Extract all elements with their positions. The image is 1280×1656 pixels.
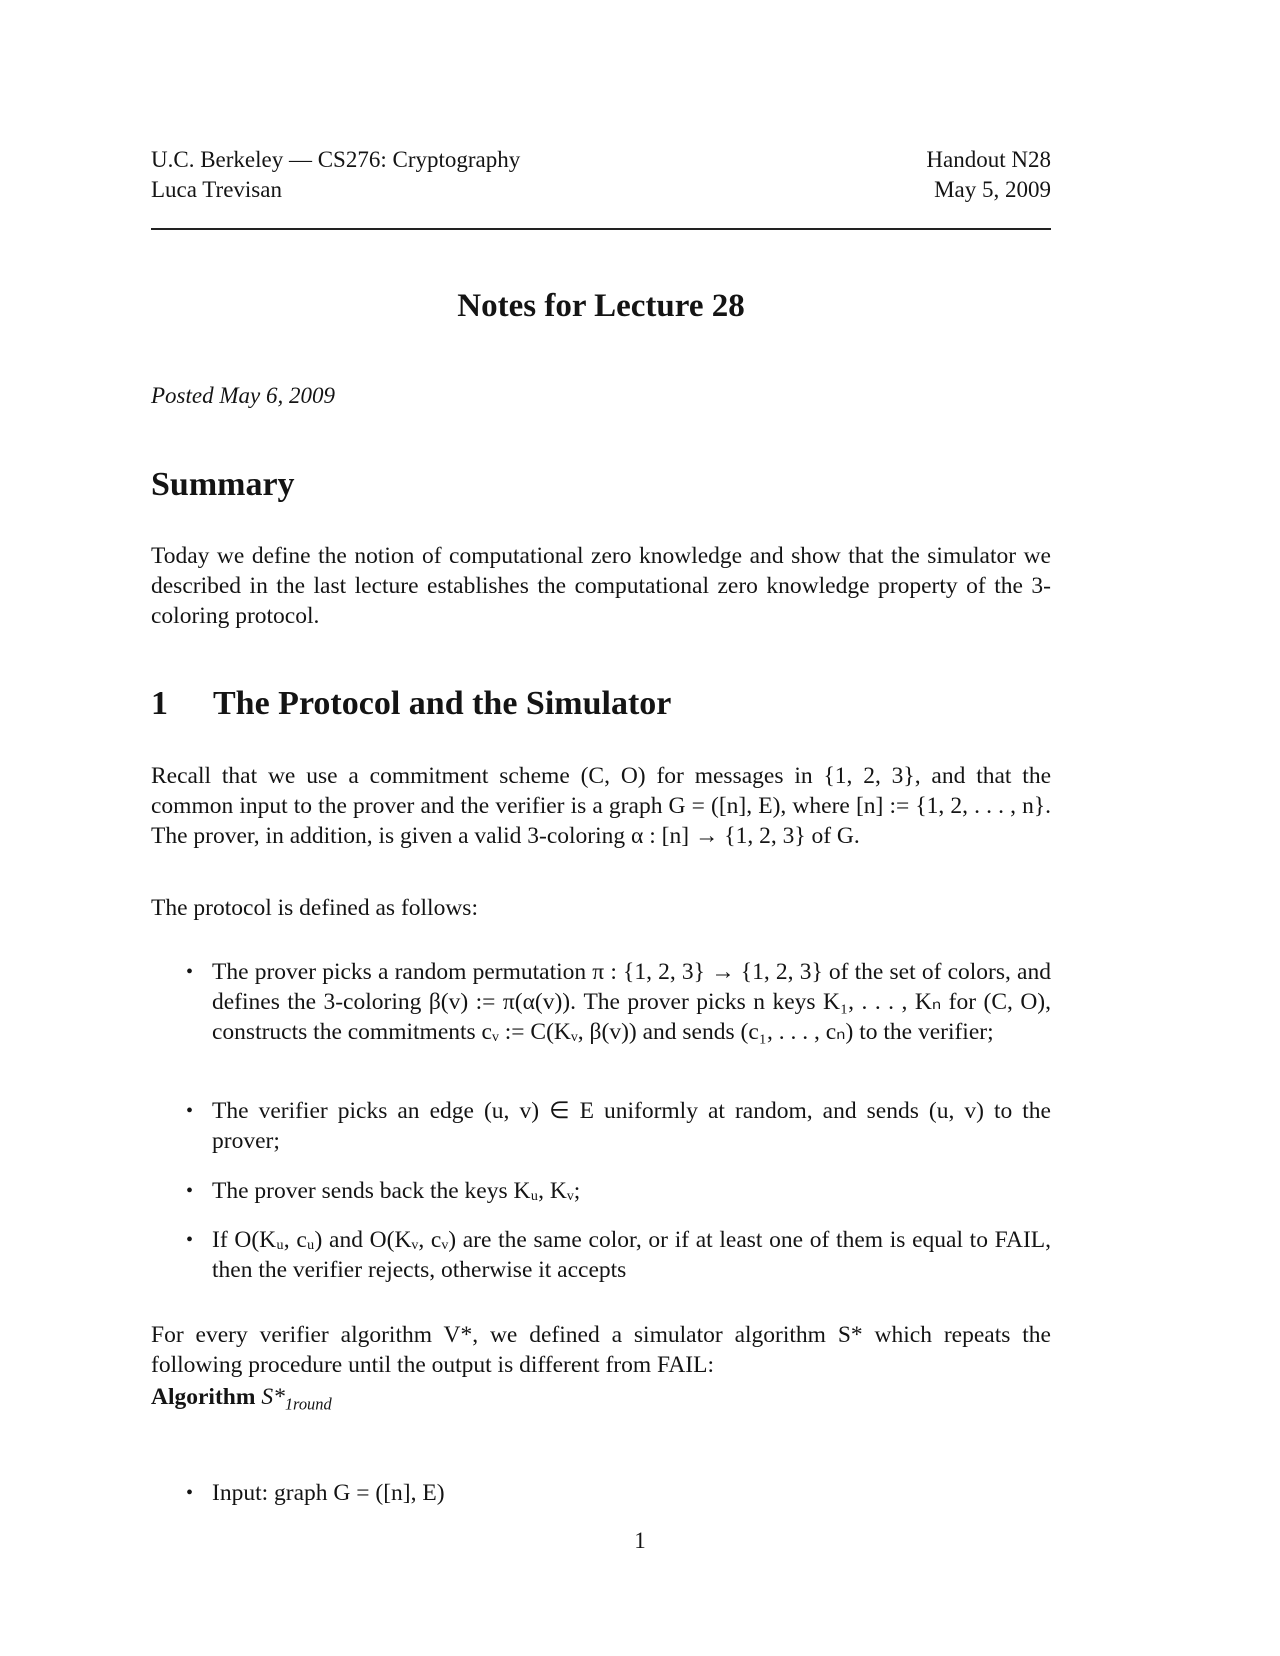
list-item (182, 957, 1051, 1047)
algorithm-subscript: 1round (284, 1394, 332, 1414)
list-item (182, 1225, 1051, 1285)
algorithm-heading (151, 1384, 332, 1414)
protocol-step-list (182, 1176, 1051, 1206)
posted-date: Posted May 6, 2009 (151, 383, 335, 408)
author-name: Luca Trevisan (151, 177, 282, 202)
summary-heading: Summary (151, 466, 295, 503)
simulator-intro: For every verifier algorithm V*, we defined a simulator algorithm S* which repeats the following procedure until the output is different from FAIL: (151, 1322, 1051, 1378)
protocol-step-list (182, 1225, 1051, 1285)
bullet-icon: • (186, 1229, 194, 1251)
summary-text: Today we define the notion of computational zero knowledge and show that the simulator we described in the last lecture establishes the computational zero knowledge property of the 3-coloring protocol. (151, 543, 1051, 629)
bullet-icon: • (186, 961, 194, 983)
step-text: The verifier picks an edge (u, v) ∈ E uniformly at random, and sends (u, v) to the prover; (212, 1098, 1051, 1154)
handout-number: Handout N28 (926, 147, 1051, 172)
protocol-step-list (182, 957, 1051, 1047)
algorithm-label: Algorithm (151, 1384, 256, 1410)
page-number: 1 (634, 1528, 646, 1553)
algorithm-step-list (182, 1478, 1051, 1508)
list-item (182, 1096, 1051, 1156)
course-name: U.C. Berkeley — CS276: Cryptography (151, 147, 521, 172)
section-heading (151, 685, 1051, 723)
bullet-icon: • (186, 1100, 194, 1122)
section-title: The Protocol and the Simulator (213, 685, 672, 722)
step-text: The prover sends back the keys Kᵤ, Kᵥ; (212, 1178, 581, 1204)
bullet-icon: • (186, 1482, 194, 1504)
step-text: If O(Kᵤ, cᵤ) and O(Kᵥ, cᵥ) are the same color, or if at least one of them is equal to FAIL, then the verifier rejects, otherwise it accepts (212, 1227, 1051, 1283)
step-text: The prover picks a random permutation π : {1, 2, 3} → {1, 2, 3} of the set of colors, and defines the 3-coloring β(v) := π(α(v)). The prover picks n keys K₁, . . . , Kₙ for (C, O), constructs the commitments cᵥ := C(Kᵥ, β(v)) and sends (c₁, . . . , cₙ) to the verifier; (212, 959, 1051, 1045)
protocol-intro: The protocol is defined as follows: (151, 895, 478, 921)
algorithm-step-text: Input: graph G = ([n], E) (212, 1480, 445, 1506)
bullet-icon: • (186, 1180, 194, 1202)
page-title: Notes for Lecture 28 (457, 288, 745, 324)
header-left (151, 145, 520, 205)
algorithm-name: S* (261, 1384, 285, 1410)
protocol-step-list (182, 1096, 1051, 1156)
handout-date: May 5, 2009 (934, 177, 1051, 202)
list-item (182, 1176, 1051, 1206)
recall-paragraph: Recall that we use a commitment scheme (C, O) for messages in {1, 2, 3}, and that the common input to the prover and the verifier is a graph G = ([n], E), where [n] := {1, 2, . . . , n}. The prover, in addition, is given a valid 3-coloring α : [n] → {1, 2, 3} of G. (151, 763, 1051, 849)
section-number: 1 (151, 685, 168, 722)
header-right (926, 145, 1051, 205)
header-rule (151, 228, 1051, 230)
list-item (182, 1478, 1051, 1508)
